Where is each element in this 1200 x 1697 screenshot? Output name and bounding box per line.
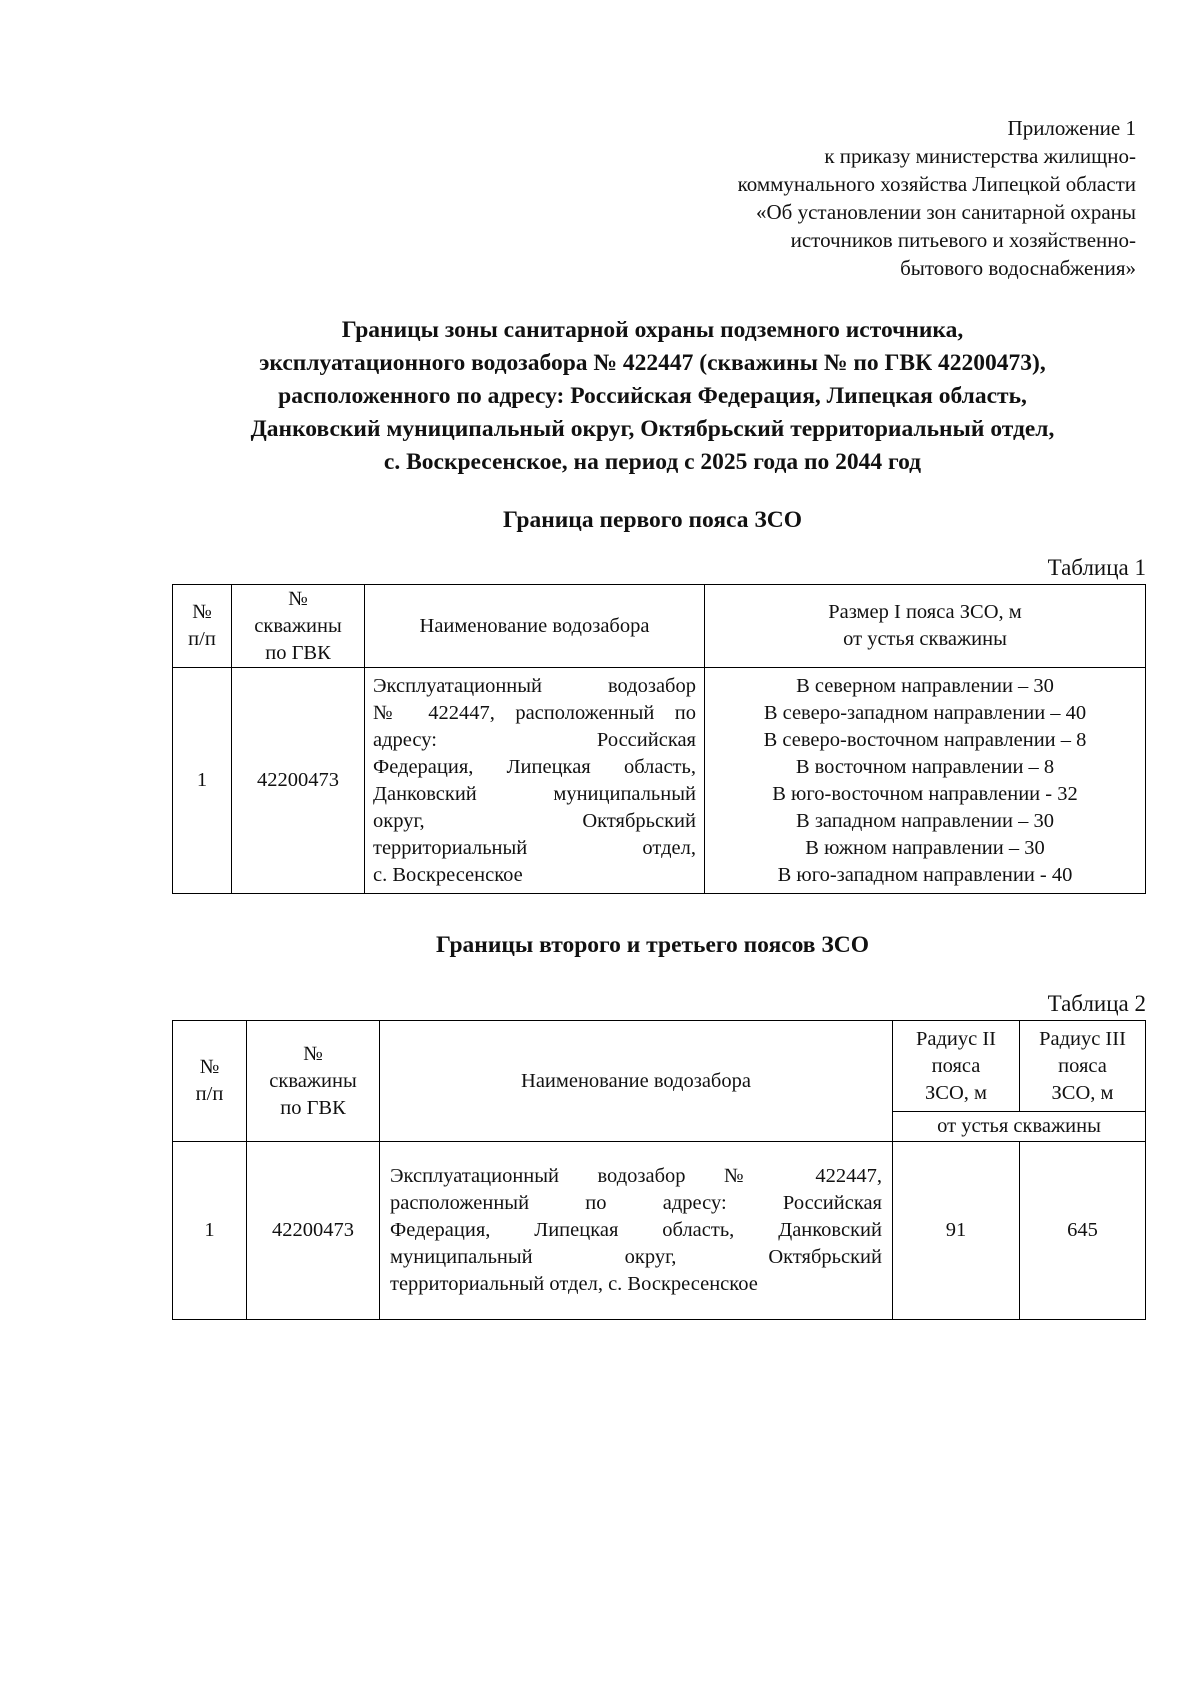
name-line: расположенный по адресу: Российская	[390, 1192, 882, 1214]
header-text: скважины	[269, 1069, 357, 1092]
name-line: Данковский муниципальный	[373, 782, 696, 805]
table2-header-well	[247, 1021, 380, 1142]
table2-header-radius2	[893, 1021, 1020, 1112]
table1-caption: Таблица 1	[1047, 555, 1146, 580]
table2-caption: Таблица 2	[1047, 991, 1146, 1016]
name-line: территориальный отдел, с. Воскресенское	[390, 1273, 758, 1295]
table1-header-row	[173, 585, 1146, 668]
header-text: пояса	[1058, 1054, 1107, 1077]
table2-header-from-wellhead: от устья скважины	[893, 1112, 1146, 1142]
title-line: расположенного по адресу: Российская Федерация, Липецкая область,	[278, 383, 1027, 409]
name-line: территориальный отдел,	[373, 836, 696, 859]
table2-row-well: 42200473	[247, 1142, 380, 1320]
header-text: Радиус III	[1039, 1027, 1126, 1050]
name-line: адресу: Российская	[373, 728, 696, 751]
table1	[172, 584, 1146, 894]
direction-line: В восточном направлении – 8	[795, 755, 1055, 778]
appendix-line: Приложение 1	[1007, 116, 1136, 140]
title-line: с. Воскресенское, на период с 2025 года по 2044 год	[383, 449, 922, 475]
header-text: №	[199, 1056, 220, 1078]
direction-line: В юго-западном направлении - 40	[777, 863, 1073, 886]
document-title	[160, 314, 1145, 479]
table2-row-name	[380, 1142, 893, 1320]
header-text: Радиус II	[915, 1027, 997, 1050]
header-text: пояса	[931, 1054, 981, 1077]
appendix-line: источников питьевого и хозяйственно-	[790, 228, 1136, 252]
name-line: Эксплуатационный водозабор	[373, 674, 696, 697]
appendix-note	[576, 114, 1136, 282]
name-line: Эксплуатационный водозабор № 422447,	[390, 1165, 882, 1187]
table1-header-size	[705, 585, 1146, 668]
direction-line: В юго-восточном направлении - 32	[772, 782, 1078, 805]
header-text: по ГВК	[280, 1096, 346, 1119]
direction-line: В северном направлении – 30	[796, 674, 1054, 697]
title-line: эксплуатационного водозабора № 422447 (скважины № по ГВК 42200473),	[259, 350, 1046, 376]
table2-header-row	[173, 1021, 1146, 1112]
header-text: скважины	[254, 614, 342, 637]
table-row	[173, 1142, 1146, 1320]
name-line: муниципальный округ, Октябрьский	[390, 1246, 882, 1268]
table1-header-name: Наименование водозабора	[365, 585, 705, 668]
table2-header-radius3	[1020, 1021, 1146, 1112]
direction-line: В северо-западном направлении – 40	[763, 701, 1087, 724]
appendix-line: бытового водоснабжения»	[900, 256, 1136, 280]
header-text: по ГВК	[265, 641, 331, 664]
header-text: от устья скважины	[843, 628, 1007, 650]
header-text: ЗСО, м	[925, 1081, 987, 1104]
table2-row-radius2: 91	[893, 1142, 1020, 1320]
table2-row-num: 1	[173, 1142, 247, 1320]
table1-row-num: 1	[173, 668, 232, 894]
header-text: п/п	[195, 1083, 224, 1105]
title-line: Данковский муниципальный округ, Октябрьский территориальный отдел,	[250, 416, 1055, 442]
title-line: Границы зоны санитарной охраны подземного источника,	[341, 317, 964, 343]
header-text: ЗСО, м	[1051, 1081, 1114, 1104]
direction-line: В северо-восточном направлении – 8	[763, 728, 1087, 751]
table1-header-well	[232, 585, 365, 668]
header-text: №	[192, 601, 212, 623]
table2-row-radius3: 645	[1020, 1142, 1146, 1320]
appendix-line: «Об установлении зон санитарной охраны	[756, 200, 1136, 224]
header-text: №	[303, 1042, 323, 1065]
header-text: №	[288, 587, 308, 610]
appendix-line: коммунального хозяйства Липецкой области	[737, 172, 1136, 196]
name-line: Федерация, Липецкая область,	[373, 755, 696, 778]
name-line: № 422447, расположенный по	[373, 701, 696, 724]
table1-row-well: 42200473	[232, 668, 365, 894]
direction-line: В западном направлении – 30	[796, 809, 1054, 832]
table2-header-name: Наименование водозабора	[380, 1021, 893, 1142]
table1-row-name	[365, 668, 705, 894]
appendix-line: к приказу министерства жилищно-	[824, 144, 1136, 168]
header-text: Размер I пояса ЗСО, м	[828, 601, 1022, 623]
direction-line: В южном направлении – 30	[805, 836, 1045, 859]
table1-section-title: Граница первого пояса ЗСО	[502, 507, 803, 533]
table2-section-title: Границы второго и третьего поясов ЗСО	[436, 932, 869, 958]
name-line: с. Воскресенское	[373, 863, 523, 886]
name-line: Федерация, Липецкая область, Данковский	[390, 1219, 882, 1241]
table2-header-num	[173, 1021, 247, 1142]
header-text: п/п	[188, 628, 216, 650]
table-row	[173, 668, 1146, 894]
table2	[172, 1020, 1146, 1320]
table1-row-directions	[705, 668, 1146, 894]
table1-header-num	[173, 585, 232, 668]
name-line: округ, Октябрьский	[373, 809, 696, 832]
